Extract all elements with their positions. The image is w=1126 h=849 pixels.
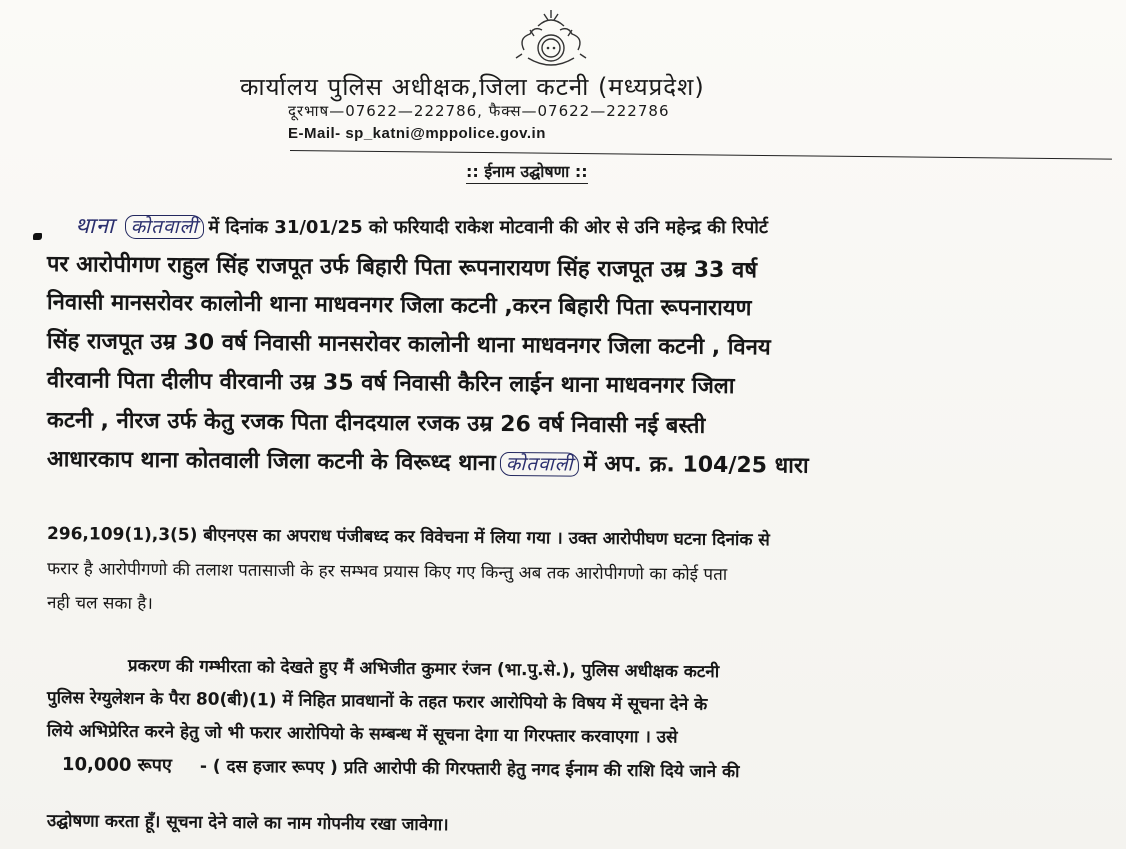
- paragraph1-line: [75, 210, 768, 240]
- paragraph1-line: [47, 443, 809, 480]
- reward-amount: 10,000 रूपए: [61, 754, 172, 777]
- paragraph1-line: नही चल सका है।: [46, 593, 153, 614]
- paragraph1-line: निवासी मानसरोवर कालोनी थाना माधवनगर जिला कटनी ,करन बिहारी पिता रूपनारायण: [46, 290, 752, 322]
- paragraph1-line: सिंह राजपूत उम्र 30 वर्ष निवासी मानसरोवर कालोनी थाना माधवनगर जिला कटनी , विनय: [46, 329, 771, 361]
- office-email: E-Mail- sp_katni@mppolice.gov.in: [288, 125, 546, 142]
- handwritten-station: कोतवाली: [125, 215, 205, 239]
- paragraph2-line: उद्घोषणा करता हूँ। सूचना देने वाले का नाम गोपनीय रखा जावेगा।: [46, 811, 449, 836]
- paragraph2-line: [62, 752, 740, 783]
- paragraph2-text: - ( दस हजार रूपए ) प्रति आरोपी की गिरफ्तारी हेतु नगद ईनाम की राशि दिये जाने की: [199, 756, 740, 783]
- mp-police-emblem-icon: [508, 6, 594, 76]
- paragraph2-line: प्रकरण की गम्भीरता को देखते हुए मैं अभिजीत कुमार रंजन (भा.पु.से.), पुलिस अधीक्षक कटनी: [127, 656, 720, 683]
- paragraph1-line: 296,109(1),3(5) बीएनएस का अपराध पंजीबध्द कर विवेचना में लिया गया । उक्त आरोपीघण घटना दिनांक से: [46, 524, 770, 551]
- paragraph1-line: फरार है आरोपीगणो की तलाश पतासाजी के हर सम्भव प्रयास किए गए किन्तु अब तक आरोपीगणो का कोई पता: [46, 559, 728, 585]
- paragraph1-line: वीरवानी पिता दीलीप वीरवानी उम्र 35 वर्ष निवासी कैरिन लाईन थाना माधवनगर जिला: [46, 368, 735, 399]
- handwritten-thana: थाना: [75, 214, 115, 239]
- paragraph1-text: में दिनांक 31/01/25 को फरियादी राकेश मोटवानी की ओर से उनि महेन्द्र की रिपोर्ट: [208, 217, 769, 238]
- paragraph2-line: लिये अभिप्रेरित करने हेतु जो भी फरार आरोपियो के सम्बन्ध में सूचना देगा या गिरफ्तार करवाएगा । उसे: [46, 721, 678, 748]
- handwritten-station: कोतवाली: [500, 452, 580, 477]
- paragraph1-line: पर आरोपीगण राहुल सिंह राजपूत उर्फ बिहारी पिता रूपनारायण सिंह राजपूत उम्र 33 वर्ष: [46, 252, 758, 284]
- paragraph2-line: पुलिस रेग्युलेशन के पैरा 80(बी)(1) में निहित प्रावधानों के तहत फरार आरोपियो के विषय में सूचना देने के: [46, 688, 708, 715]
- bullet-mark: [33, 233, 42, 240]
- header-divider: [290, 150, 1112, 160]
- paragraph1-text: आधारकाप थाना कोतवाली जिला कटनी के विरूध्द थाना: [46, 447, 496, 476]
- office-phone-fax: दूरभाष—07622—222786, फैक्स—07622—222786: [288, 102, 670, 120]
- notice-title: :: ईनाम उद्घोषणा ::: [466, 160, 588, 184]
- paragraph1-line: कटनी , नीरज उर्फ केतु रजक पिता दीनदयाल रजक उम्र 26 वर्ष निवासी नई बस्ती: [46, 408, 706, 439]
- paragraph1-text: में अप. क्र. 104/25 धारा: [583, 451, 809, 479]
- office-name: कार्यालय पुलिस अधीक्षक,जिला कटनी (मध्यप्रदेश): [240, 73, 705, 101]
